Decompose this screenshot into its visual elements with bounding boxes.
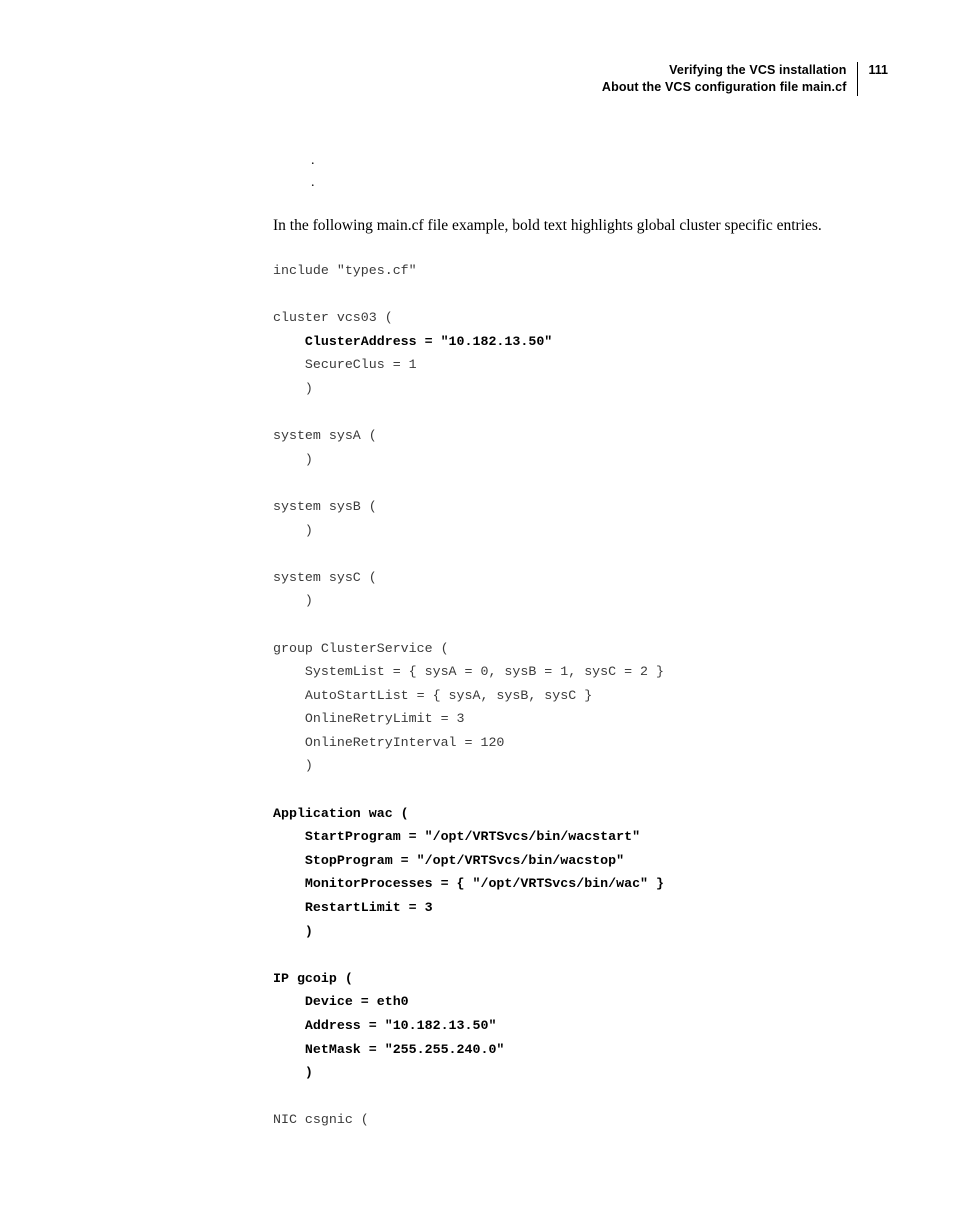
header-chapter-title: Verifying the VCS installation [669, 63, 847, 77]
code-line: SecureClus = 1 [273, 357, 417, 373]
page-header [602, 62, 888, 96]
intro-paragraph: In the following main.cf file example, bold text highlights global cluster specific entries. [273, 217, 822, 234]
code-line: ) [273, 923, 313, 939]
code-line: StartProgram = "/opt/VRTSvcs/bin/wacstart" [273, 829, 641, 845]
code-line [273, 283, 893, 307]
code-line: include "types.cf" [273, 263, 417, 278]
code-line: MonitorProcesses = { "/opt/VRTSvcs/bin/wac" } [273, 876, 664, 892]
code-line [273, 943, 893, 967]
header-title-block [602, 62, 857, 96]
code-line: cluster vcs03 ( [273, 310, 393, 326]
list-item: . [311, 153, 315, 168]
page-number: 111 [868, 63, 888, 77]
code-line: OnlineRetryInterval = 120 [273, 734, 505, 750]
code-line: RestartLimit = 3 [273, 900, 433, 916]
list-item: . [311, 175, 315, 190]
code-line: system sysC ( [273, 569, 377, 585]
code-line: Application wac ( [273, 805, 409, 821]
code-line [273, 1085, 893, 1109]
code-line: ) [273, 593, 313, 609]
code-line: ) [273, 380, 313, 396]
code-line [273, 613, 893, 637]
code-line: IP gcoip ( [273, 970, 353, 986]
code-line: NetMask = "255.255.240.0" [273, 1041, 505, 1057]
code-line: Device = eth0 [273, 994, 409, 1010]
header-divider [857, 62, 858, 96]
code-line: system sysA ( [273, 428, 377, 444]
code-block [273, 259, 893, 1132]
code-line: ) [273, 758, 313, 774]
code-line: AutoStartList = { sysA, sysB, sysC } [273, 687, 593, 703]
code-line: ) [273, 1065, 313, 1081]
code-line [273, 471, 893, 495]
code-line: ClusterAddress = "10.182.13.50" [273, 333, 553, 349]
code-line: system sysB ( [273, 498, 377, 514]
code-line [273, 542, 893, 566]
code-line: ) [273, 522, 313, 538]
continuation-dots [273, 150, 893, 194]
code-line: StopProgram = "/opt/VRTSvcs/bin/wacstop" [273, 852, 625, 868]
code-line: ) [273, 451, 313, 467]
page-content [273, 150, 893, 1132]
code-line: NIC csgnic ( [273, 1112, 369, 1128]
code-line: SystemList = { sysA = 0, sysB = 1, sysC = 2 } [273, 664, 664, 680]
code-line: group ClusterService ( [273, 640, 449, 656]
code-line [273, 778, 893, 802]
code-line [273, 401, 893, 425]
code-line: Address = "10.182.13.50" [273, 1018, 497, 1033]
code-line: OnlineRetryLimit = 3 [273, 711, 465, 727]
header-section-title: About the VCS configuration file main.cf [601, 80, 847, 94]
